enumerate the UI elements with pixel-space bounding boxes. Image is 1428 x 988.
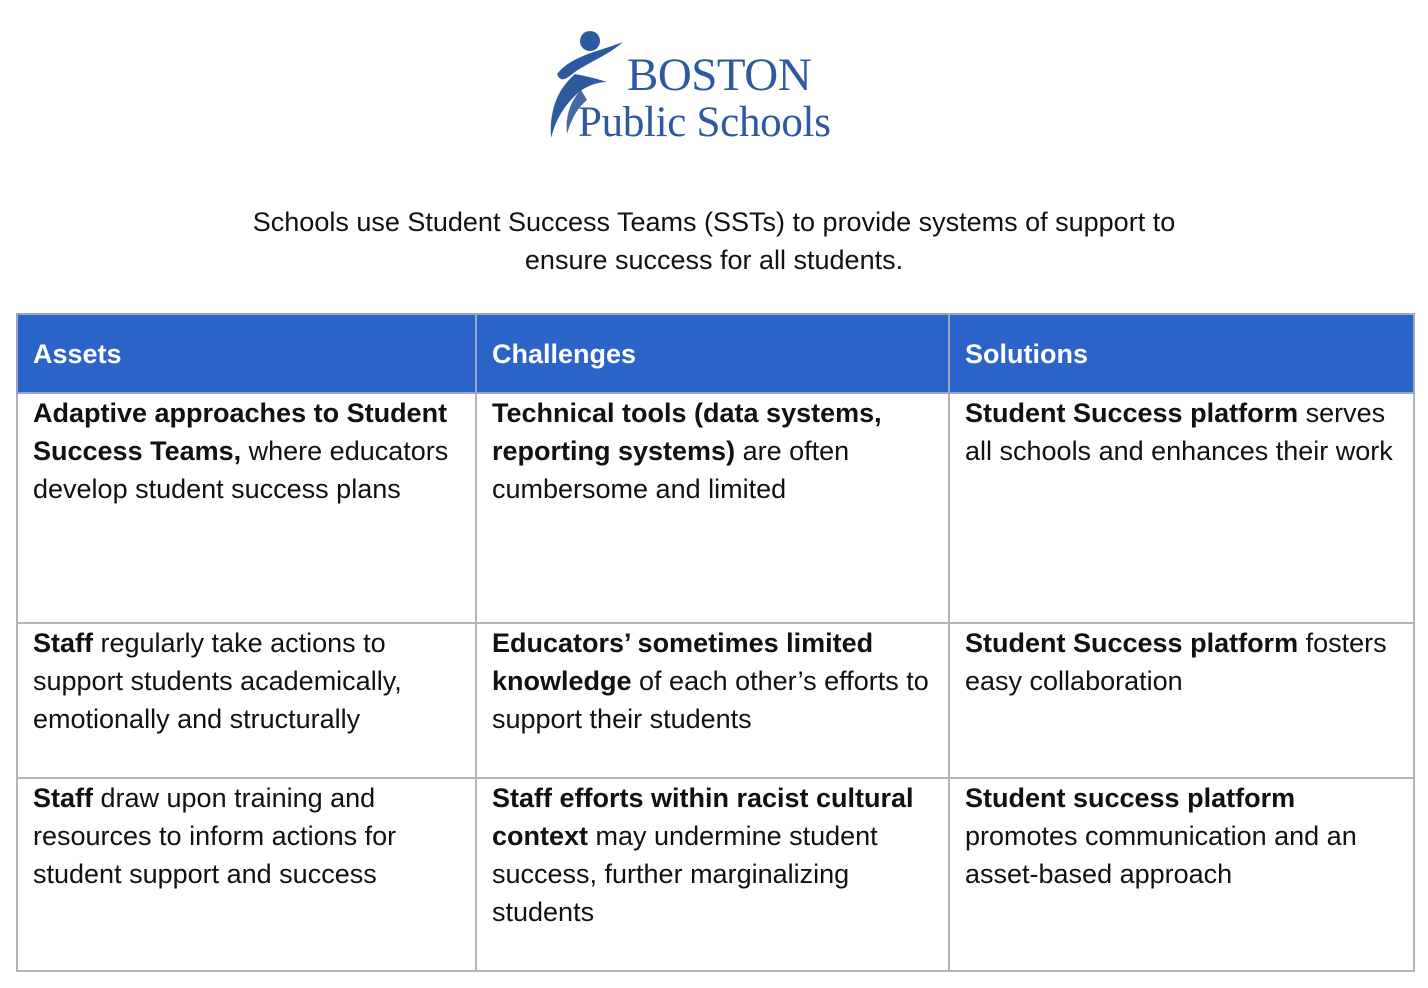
cell-bold-text: Educators’ sometimes limited knowledge — [492, 628, 874, 696]
table-cell — [949, 393, 1414, 623]
header-assets: Assets — [17, 314, 476, 393]
table-header-row — [17, 314, 1414, 393]
table-cell — [476, 623, 949, 778]
cell-bold-text: Student Success platform — [965, 398, 1299, 428]
cell-text: serves all schools and enhances their work — [965, 398, 1393, 466]
table-row — [17, 778, 1414, 971]
cell-text: are often cumbersome and limited — [492, 436, 850, 504]
cell-text: may undermine student success, further marginalizing students — [492, 821, 878, 927]
table-cell — [949, 778, 1414, 971]
logo-public-schools-text: Public Schools — [578, 99, 831, 146]
table-cell — [17, 623, 476, 778]
table-cell — [949, 623, 1414, 778]
cell-bold-text: Staff — [33, 628, 93, 658]
cell-bold-text: Technical tools (data systems, reporting systems) — [492, 398, 882, 466]
cell-bold-text: Student Success platform — [965, 628, 1299, 658]
cell-text: regularly take actions to support students academically, emotionally and structurally — [33, 628, 402, 734]
intro-line-1: Schools use Student Success Teams (SSTs) to provide systems of support to — [252, 207, 1176, 237]
logo-boston-text: BOSTON — [627, 49, 812, 101]
intro-paragraph — [0, 203, 1428, 279]
header-solutions: Solutions — [949, 314, 1414, 393]
cell-text: where educators develop student success plans — [33, 436, 449, 504]
header-challenges: Challenges — [476, 314, 949, 393]
table-row — [17, 623, 1414, 778]
cell-bold-text: Adaptive approaches to Student Success Teams, — [33, 398, 448, 466]
boston-public-schools-logo — [545, 26, 845, 146]
cell-text: fosters easy collaboration — [965, 628, 1387, 696]
cell-bold-text: Staff efforts within racist cultural context — [492, 783, 914, 851]
intro-line-2: ensure success for all students. — [524, 245, 904, 275]
table-cell — [476, 778, 949, 971]
table-cell — [17, 778, 476, 971]
cell-text: draw upon training and resources to inform actions for student support and success — [33, 783, 397, 889]
cell-text: promotes communication and an asset-based approach — [965, 821, 1357, 889]
table-cell — [476, 393, 949, 623]
table-cell — [17, 393, 476, 623]
sst-table — [16, 313, 1415, 972]
cell-bold-text: Student success platform — [965, 783, 1296, 813]
table-row — [17, 393, 1414, 623]
cell-bold-text: Staff — [33, 783, 93, 813]
cell-text: of each other’s efforts to support their students — [492, 666, 929, 734]
